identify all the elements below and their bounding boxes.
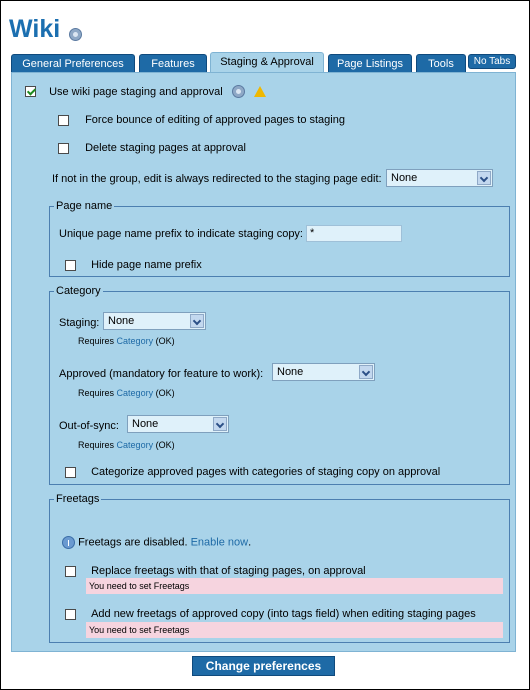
approved-requires-note xyxy=(78,388,175,398)
prefix-label: Unique page name prefix to indicate staging copy: xyxy=(59,228,303,240)
tab-general-preferences[interactable]: General Preferences xyxy=(11,54,135,72)
help-icon[interactable] xyxy=(232,85,245,98)
ok-text: (OK) xyxy=(155,388,175,398)
categorize-row xyxy=(65,466,440,478)
staging-category-value: None xyxy=(108,315,135,327)
approved-category-label: Approved (mandatory for feature to work): xyxy=(59,368,264,380)
delete-staging-row xyxy=(58,142,246,154)
out-of-sync-requires-note xyxy=(78,440,175,450)
add-freetags-label: Add new freetags of approved copy (into tags field) when editing staging pages xyxy=(91,608,476,621)
redirect-select-value: None xyxy=(391,172,418,184)
staging-requires-note xyxy=(78,336,175,346)
use-staging-checkbox[interactable] xyxy=(25,86,36,97)
category-link[interactable]: Category xyxy=(116,388,154,398)
info-icon xyxy=(62,536,75,549)
redirect-label: If not in the group, edit is always redirected to the staging page edit: xyxy=(52,173,382,185)
enable-suffix: . xyxy=(248,536,252,549)
approved-category-value: None xyxy=(277,366,304,378)
out-of-sync-value: None xyxy=(132,418,159,430)
change-preferences-button[interactable]: Change preferences xyxy=(192,656,335,676)
delete-staging-checkbox[interactable] xyxy=(58,143,69,154)
chevron-down-icon xyxy=(359,365,373,379)
categorize-checkbox[interactable] xyxy=(65,467,76,478)
requires-text: Requires xyxy=(78,440,115,450)
chevron-down-icon xyxy=(477,171,491,185)
out-of-sync-label: Out-of-sync: xyxy=(59,420,119,432)
ok-text: (OK) xyxy=(155,336,175,346)
add-freetags-warning: You need to set Freetags xyxy=(86,622,503,638)
no-tabs-button[interactable]: No Tabs xyxy=(468,54,516,69)
hide-prefix-label: Hide page name prefix xyxy=(91,259,202,272)
freetags-disabled-text: Freetags are disabled. xyxy=(78,536,188,549)
replace-freetags-row xyxy=(65,565,366,577)
replace-freetags-label: Replace freetags with that of staging pages, on approval xyxy=(91,565,366,578)
chevron-down-icon xyxy=(190,314,204,328)
requires-text: Requires xyxy=(78,336,115,346)
page-name-legend: Page name xyxy=(56,200,113,212)
page-title-text: Wiki xyxy=(9,15,61,43)
category-link[interactable]: Category xyxy=(116,336,154,346)
force-bounce-label: Force bounce of editing of approved pages to staging xyxy=(85,114,345,127)
delete-staging-label: Delete staging pages at approval xyxy=(85,142,246,155)
staging-category-label: Staging: xyxy=(59,317,100,329)
use-staging-label: Use wiki page staging and approval xyxy=(49,85,223,98)
tab-page-listings[interactable]: Page Listings xyxy=(328,54,412,72)
replace-freetags-warning: You need to set Freetags xyxy=(86,578,503,594)
add-freetags-checkbox[interactable] xyxy=(65,609,76,620)
freetags-legend: Freetags xyxy=(56,493,100,505)
prefix-input[interactable]: * xyxy=(306,225,402,242)
staging-category-select[interactable] xyxy=(103,312,206,330)
warning-icon xyxy=(254,86,266,97)
force-bounce-checkbox[interactable] xyxy=(58,115,69,126)
out-of-sync-select[interactable] xyxy=(127,415,229,433)
enable-now-link[interactable]: Enable now xyxy=(190,536,249,549)
ok-text: (OK) xyxy=(155,440,175,450)
category-legend: Category xyxy=(56,285,101,297)
replace-freetags-checkbox[interactable] xyxy=(65,566,76,577)
categorize-label: Categorize approved pages with categories of staging copy on approval xyxy=(91,466,441,479)
requires-text: Requires xyxy=(78,388,115,398)
tab-features[interactable]: Features xyxy=(139,54,207,72)
freetags-disabled-note xyxy=(62,536,251,549)
add-freetags-row xyxy=(65,608,476,620)
category-link[interactable]: Category xyxy=(116,440,154,450)
approved-category-select[interactable] xyxy=(272,363,375,381)
tab-staging-approval[interactable]: Staging & Approval xyxy=(210,52,324,72)
tab-tools[interactable]: Tools xyxy=(416,54,466,72)
chevron-down-icon xyxy=(213,417,227,431)
hide-prefix-row xyxy=(65,259,202,271)
hide-prefix-checkbox[interactable] xyxy=(65,260,76,271)
force-bounce-row xyxy=(58,114,345,126)
redirect-select[interactable] xyxy=(386,169,493,187)
staging-approval-panel xyxy=(11,72,516,652)
page-title xyxy=(9,15,60,44)
use-staging-row xyxy=(25,85,266,98)
help-icon[interactable] xyxy=(69,28,82,41)
